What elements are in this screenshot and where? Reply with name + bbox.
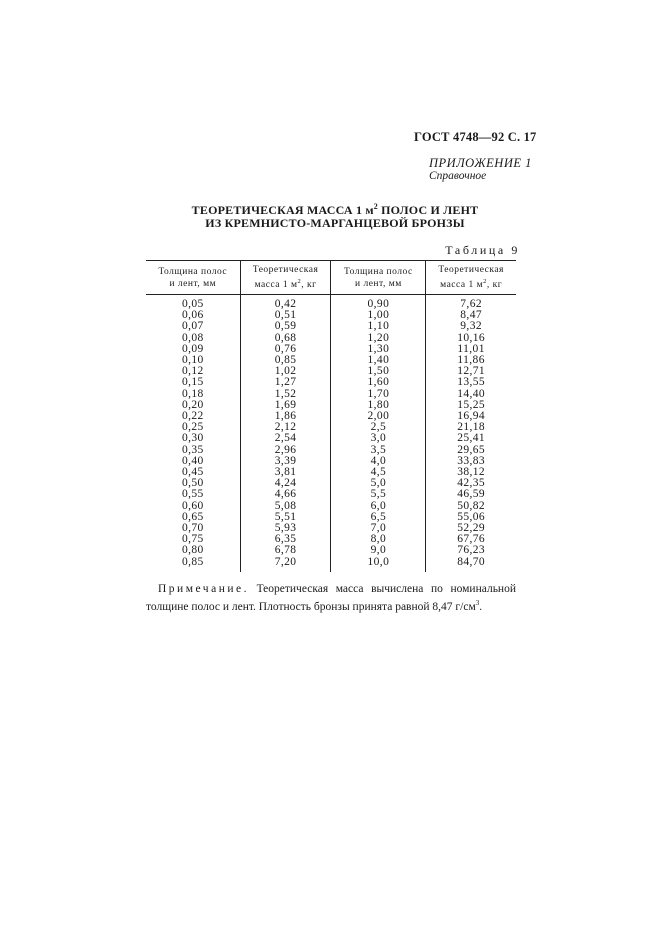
- cell-mass: 2,12: [240, 422, 331, 433]
- cell-thickness: 0,55: [181, 488, 204, 501]
- cell-thickness: 0,30: [181, 432, 204, 445]
- cell-thickness: 4,0: [331, 456, 426, 467]
- cell-mass: 2,54: [240, 433, 331, 444]
- cell-mass: 0,51: [240, 310, 331, 321]
- table-row: [146, 295, 516, 311]
- cell-thickness: 7,0: [331, 523, 426, 534]
- cell-mass: 2,96: [240, 445, 331, 456]
- cell-mass: 6,35: [240, 534, 331, 545]
- cell-thickness: 0,25: [181, 421, 204, 434]
- cell-thickness: 0,90: [331, 295, 426, 311]
- page-header: [414, 130, 544, 145]
- cell-mass: 7,20: [240, 557, 331, 572]
- table-body: [146, 295, 516, 572]
- cell-mass: 29,65: [426, 445, 516, 456]
- table-row: [146, 489, 516, 500]
- cell-thickness: 2,00: [331, 411, 426, 422]
- cell-mass: 46,59: [426, 489, 516, 500]
- cell-mass: 1,86: [240, 411, 331, 422]
- cell-thickness: 0,80: [181, 544, 204, 557]
- cell-thickness: 9,0: [331, 545, 426, 556]
- appendix-subtitle: Справочное: [429, 170, 487, 182]
- cell-mass: 1,52: [240, 389, 331, 400]
- table-row: [146, 321, 516, 332]
- cell-mass: 16,94: [426, 411, 516, 422]
- cell-mass: 5,51: [240, 512, 331, 523]
- cell-mass: 6,78: [240, 545, 331, 556]
- cell-thickness: 0,22: [181, 410, 204, 423]
- cell-thickness: 0,45: [181, 466, 204, 479]
- cell-mass: 15,25: [426, 400, 516, 411]
- cell-thickness: 5,0: [331, 478, 426, 489]
- document-title: [150, 200, 520, 230]
- cell-thickness: 0,08: [181, 331, 204, 344]
- table-header-row: [146, 261, 516, 295]
- appendix-title: ПРИЛОЖЕНИЕ 1: [429, 156, 532, 170]
- table-row: [146, 557, 516, 572]
- cell-thickness: 0,35: [181, 443, 204, 456]
- cell-mass: 25,41: [426, 433, 516, 444]
- cell-mass: 1,02: [240, 366, 331, 377]
- header-thickness-1: Толщина полос и лент, мм: [146, 261, 240, 295]
- cell-thickness: 1,80: [331, 400, 426, 411]
- cell-mass: 33,83: [426, 456, 516, 467]
- cell-thickness: 0,15: [181, 376, 204, 389]
- cell-thickness: 0,05: [181, 298, 204, 310]
- note-text: Теоретическая масса вычислена по номинальной толщине полос и лент. Плотность бронзы принята равной 8,47 г/см: [146, 583, 516, 613]
- cell-mass: 0,59: [240, 321, 331, 332]
- cell-thickness: 1,00: [331, 310, 426, 321]
- table-note: Примечание. Теоретическая масса вычислена по номинальной толщине полос и лент. Плотность бронзы принята равной 8,47 $г/см^3$.: [146, 583, 516, 613]
- cell-thickness: 0,07: [181, 320, 204, 333]
- cell-mass: 5,93: [240, 523, 331, 534]
- cell-thickness: 1,20: [331, 333, 426, 344]
- cell-thickness: 2,5: [331, 422, 426, 433]
- cell-thickness: 0,50: [181, 477, 204, 490]
- cell-thickness: 0,10: [181, 354, 204, 367]
- cell-thickness: 0,06: [181, 309, 204, 322]
- cell-mass: 11,86: [426, 355, 516, 366]
- cell-thickness: 0,75: [181, 533, 204, 546]
- cell-mass: 4,24: [240, 478, 331, 489]
- header-thickness-2: Толщина полос и лент, мм: [331, 261, 426, 295]
- cell-mass: 9,32: [426, 321, 516, 332]
- cell-mass: 21,18: [426, 422, 516, 433]
- cell-mass: 8,47: [426, 310, 516, 321]
- cell-thickness: 1,60: [331, 377, 426, 388]
- cell-mass: 7,62: [426, 295, 516, 311]
- cell-thickness: 3,5: [331, 445, 426, 456]
- cell-mass: 1,27: [240, 377, 331, 388]
- appendix-heading: [429, 157, 569, 183]
- cell-mass: 10,16: [426, 333, 516, 344]
- table-row: [146, 377, 516, 388]
- cell-thickness: 1,50: [331, 366, 426, 377]
- cell-mass: 50,82: [426, 501, 516, 512]
- table-row: [146, 433, 516, 444]
- table-label: Таблица 9: [445, 243, 520, 257]
- cell-thickness: 1,70: [331, 389, 426, 400]
- cell-thickness: 10,0: [331, 557, 426, 572]
- cell-thickness: 1,40: [331, 355, 426, 366]
- cell-mass: 14,40: [426, 389, 516, 400]
- cell-mass: 84,70: [426, 557, 516, 572]
- cell-mass: 0,76: [240, 344, 331, 355]
- cell-mass: 76,23: [426, 545, 516, 556]
- note-label: Примечание.: [158, 583, 249, 595]
- mass-table: [146, 260, 516, 572]
- cell-thickness: 0,09: [181, 342, 204, 355]
- cell-mass: 42,35: [426, 478, 516, 489]
- cell-mass: 55,06: [426, 512, 516, 523]
- cell-thickness: 0,65: [181, 510, 204, 523]
- document-code: ГОСТ 4748—92 С. 17: [414, 130, 537, 144]
- cell-thickness: 4,5: [331, 467, 426, 478]
- title-line-2: ИЗ КРЕМНИСТО-МАРГАНЦЕВОЙ БРОНЗЫ: [205, 216, 465, 230]
- cell-mass: 1,69: [240, 400, 331, 411]
- cell-mass: 12,71: [426, 366, 516, 377]
- header-mass-2: Теоретическая масса 1 $м^2$, кг: [426, 261, 516, 295]
- title-line-1: ТЕОРЕТИЧЕСКАЯ МАССА 1 $м^2$ ПОЛОС И ЛЕНТ: [191, 202, 479, 217]
- cell-thickness: 0,85: [181, 555, 204, 568]
- cell-mass: 3,81: [240, 467, 331, 478]
- cell-thickness: 0,40: [181, 454, 204, 467]
- cell-mass: 0,68: [240, 333, 331, 344]
- cell-thickness: 0,60: [181, 499, 204, 512]
- cell-thickness: 0,12: [181, 365, 204, 378]
- cell-mass: 0,42: [240, 295, 331, 311]
- cell-mass: 4,66: [240, 489, 331, 500]
- note-superscript: 3: [475, 599, 480, 607]
- cell-thickness: 1,10: [331, 321, 426, 332]
- cell-mass: 67,76: [426, 534, 516, 545]
- cell-thickness: 0,70: [181, 522, 204, 535]
- cell-mass: 11,01: [426, 344, 516, 355]
- cell-thickness: 0,18: [181, 387, 204, 400]
- cell-mass: 0,85: [240, 355, 331, 366]
- cell-thickness: 0,20: [181, 398, 204, 411]
- cell-mass: 3,39: [240, 456, 331, 467]
- header-mass-1: Теоретическая масса 1 $м^2$, кг: [240, 261, 331, 295]
- cell-thickness: 6,5: [331, 512, 426, 523]
- cell-mass: 5,08: [240, 501, 331, 512]
- cell-thickness: 1,30: [331, 344, 426, 355]
- cell-thickness: 6,0: [331, 501, 426, 512]
- cell-mass: 52,29: [426, 523, 516, 534]
- cell-mass: 13,55: [426, 377, 516, 388]
- cell-thickness: 5,5: [331, 489, 426, 500]
- cell-thickness: 8,0: [331, 534, 426, 545]
- cell-mass: 38,12: [426, 467, 516, 478]
- cell-thickness: 3,0: [331, 433, 426, 444]
- table-row: [146, 545, 516, 556]
